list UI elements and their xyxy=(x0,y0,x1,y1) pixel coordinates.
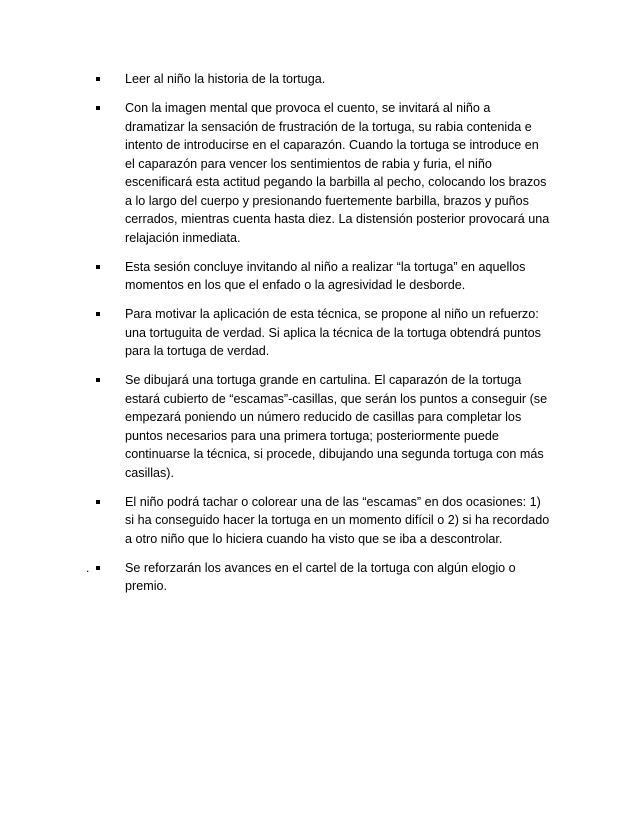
text-line: escenificará esta actitud pegando la barbilla al pecho, colocando los brazos xyxy=(125,175,547,189)
square-bullet-icon xyxy=(96,566,100,570)
square-bullet-icon xyxy=(96,378,100,382)
square-bullet-icon xyxy=(96,77,100,81)
text-line: dramatizar la sensación de frustración de la tortuga, su rabia contenida e xyxy=(125,119,532,134)
text-line: Esta sesión concluye invitando al niño a realizar “la tortuga” en aquellos xyxy=(125,259,526,274)
square-bullet-icon xyxy=(96,265,100,269)
list-item xyxy=(94,258,564,295)
text-line: Se dibujará una tortuga grande en cartulina. El caparazón de la tortuga xyxy=(125,373,522,387)
text-line: continuarse la técnica, si procede, dibujando una segunda tortuga con más xyxy=(125,447,544,461)
text-line: intento de introducirse en el caparazón. Cuando la tortuga se introduce en xyxy=(125,138,539,152)
text-line: a otro niño que lo hiciera cuando ha visto que se iba a descontrolar. xyxy=(125,531,503,546)
bullet-list xyxy=(94,70,564,606)
text-line: si ha conseguido hacer la tortuga en un momento difícil o 2) si ha recordado xyxy=(125,513,550,527)
text-line: premio. xyxy=(125,579,167,593)
text-line: casillas). xyxy=(125,465,174,480)
square-bullet-icon xyxy=(96,500,100,504)
text-line: una tortuguita de verdad. Si aplica la técnica de la tortuga obtendrá puntos xyxy=(125,325,541,340)
text-line: estará cubierto de “escamas”-casillas, que serán los puntos a conseguir (se xyxy=(125,391,548,406)
text-line: puntos necesarios para una primera tortuga; posteriormente puede xyxy=(125,428,499,443)
text-line: Para motivar la aplicación de esta técnica, se propone al niño un refuerzo: xyxy=(125,307,539,321)
text-line: el caparazón para vencer los sentimientos de rabia y furia, el niño xyxy=(125,156,492,171)
square-bullet-icon xyxy=(96,106,100,110)
list-item xyxy=(94,70,564,89)
text-line: Con la imagen mental que provoca el cuento, se invitará al niño a xyxy=(125,101,491,115)
list-item xyxy=(94,371,564,482)
text-line: momentos en los que el enfado o la agresividad le desborde. xyxy=(125,278,466,292)
list-item xyxy=(94,559,564,596)
text-line: Leer al niño la historia de la tortuga. xyxy=(125,72,326,86)
text-line: relajación inmediata. xyxy=(125,230,241,245)
text-line: Se reforzarán los avances en el cartel de la tortuga con algún elogio o xyxy=(125,560,516,575)
text-line: empezará poniendo un número reducido de casillas para completar los xyxy=(125,410,522,424)
list-item xyxy=(94,493,564,549)
text-line: a lo largo del cuerpo y presionando fuertemente barbilla, brazos y puños xyxy=(125,193,529,208)
text-line: cerrados, mientras cuenta hasta diez. La distensión posterior provocará una xyxy=(125,212,550,226)
text-line: para la tortuga de verdad. xyxy=(125,344,270,358)
list-item xyxy=(94,305,564,361)
square-bullet-icon xyxy=(96,312,100,316)
text-line: El niño podrá tachar o colorear una de las “escamas” en dos ocasiones: 1) xyxy=(125,494,541,509)
list-item xyxy=(94,99,564,247)
trailing-period: . xyxy=(86,561,90,575)
